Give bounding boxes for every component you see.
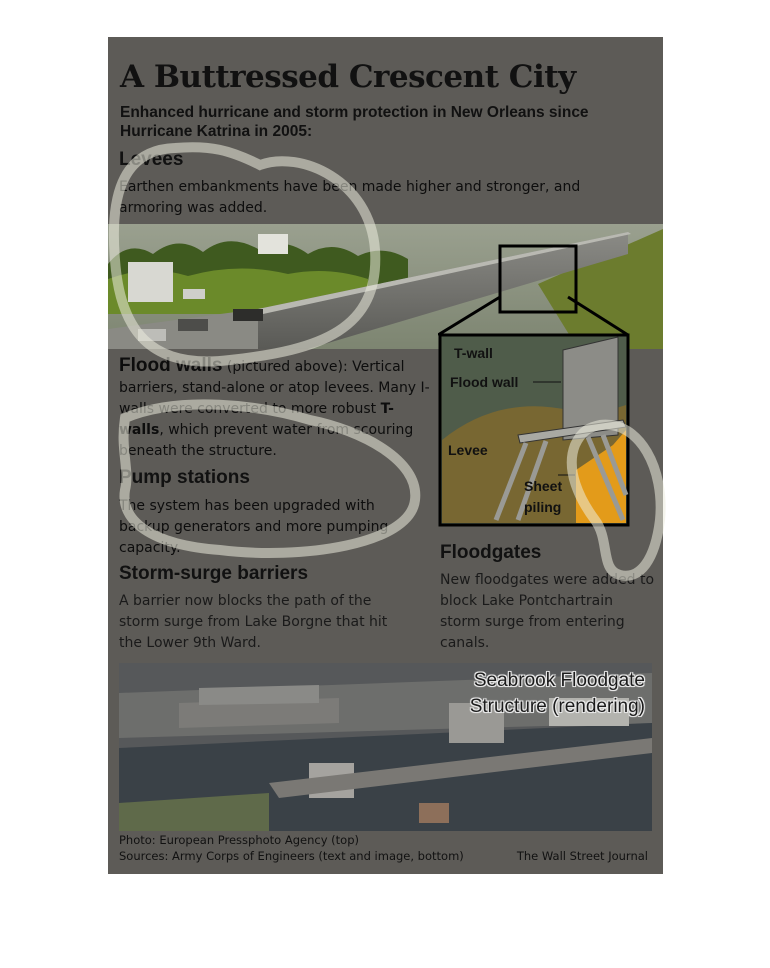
levees-text: Earthen embankments have been made higher and stronger, and armoring was added. bbox=[119, 179, 581, 216]
pump-stations-heading: Pump stations bbox=[119, 467, 250, 488]
page-title: A Buttressed Crescent City bbox=[120, 59, 576, 95]
connector-line-left bbox=[438, 297, 500, 335]
seabrook-caption bbox=[470, 668, 645, 720]
publisher-credit: The Wall Street Journal bbox=[516, 849, 648, 863]
floodgates-heading: Floodgates bbox=[440, 542, 542, 563]
t-wall-diagram bbox=[438, 245, 633, 530]
infographic-panel bbox=[108, 37, 663, 874]
seabrook-caption-line-2: Structure (rendering) bbox=[469, 696, 645, 717]
piling-label: piling bbox=[524, 499, 562, 515]
storm-surge-text: A barrier now blocks the path of the storm surge from Lake Borgne that hit the Lower 9th Ward. bbox=[119, 593, 388, 651]
levee-label: Levee bbox=[448, 442, 488, 458]
levees-heading: Levees bbox=[119, 149, 184, 170]
flood-walls-description-end: , which prevent water from scouring beneath the structure. bbox=[119, 422, 414, 459]
seabrook-caption-line-1: Seabrook Floodgate bbox=[473, 670, 645, 691]
storm-surge-heading: Storm-surge barriers bbox=[119, 563, 309, 584]
floodgates-text: New floodgates were added to block Lake Pontchartrain storm surge from entering canals. bbox=[440, 572, 655, 651]
flood-walls-description: (pictured above): Vertical barriers, stand-alone or atop levees. Many I-walls were converted to more robust bbox=[119, 359, 430, 417]
pump-stations-text: The system has been upgraded with backup generators and more pumping capacity. bbox=[119, 498, 389, 556]
flood-walls-heading: Flood walls bbox=[119, 355, 223, 376]
t-wall-label: T-wall bbox=[454, 345, 493, 361]
photo-credit: Photo: European Pressphoto Agency (top) bbox=[119, 833, 359, 847]
t-walls-term: T-walls bbox=[119, 401, 394, 438]
connector-line-right bbox=[568, 297, 628, 335]
flood-walls-text bbox=[119, 355, 437, 462]
subtitle: Enhanced hurricane and storm protection in New Orleans since Hurricane Katrina in 2005: bbox=[120, 104, 589, 140]
sources-credit: Sources: Army Corps of Engineers (text and image, bottom) bbox=[119, 849, 464, 863]
flood-wall-label: Flood wall bbox=[450, 374, 519, 390]
sheet-label: Sheet bbox=[524, 478, 563, 494]
